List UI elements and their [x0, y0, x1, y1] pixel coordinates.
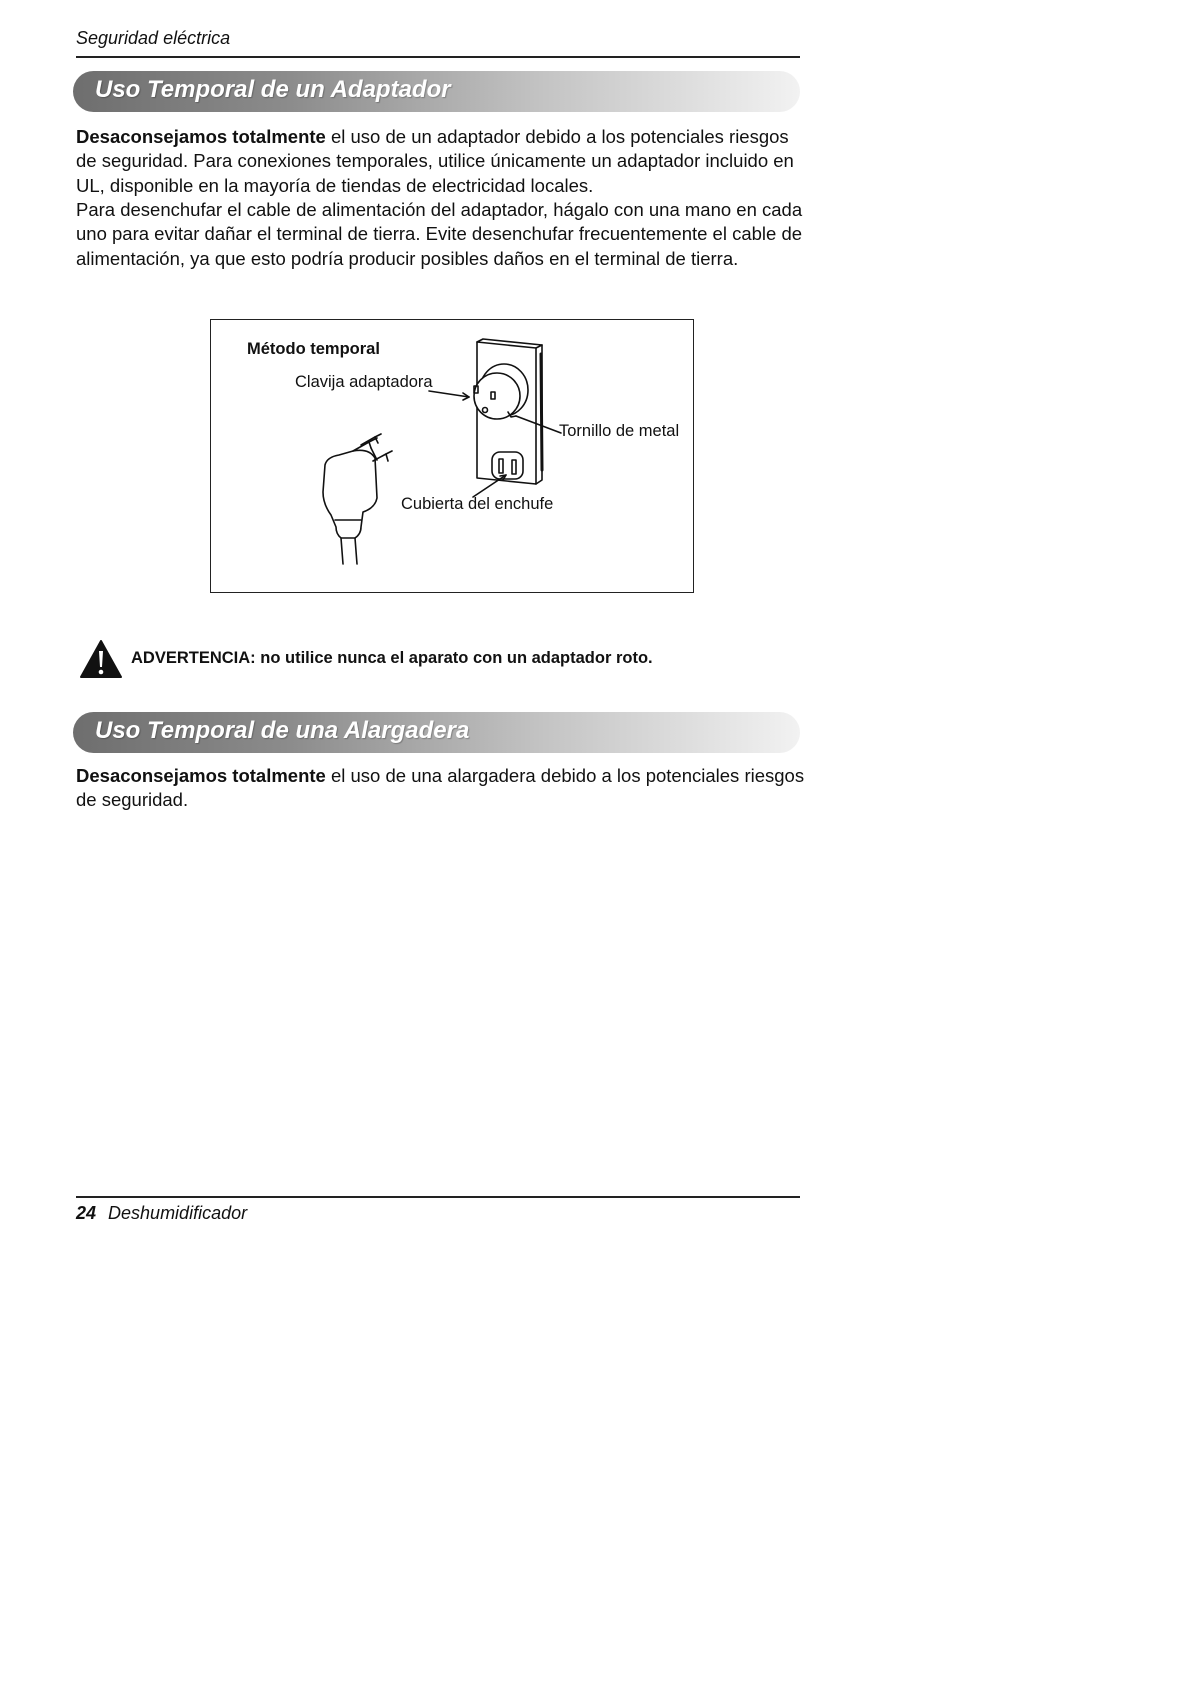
- outlet-cover-icon: [492, 452, 523, 479]
- three-prong-plug-icon: [323, 434, 392, 564]
- label-metal-screw: Tornillo de metal: [559, 422, 680, 440]
- extension-paragraph: [76, 764, 806, 813]
- label-adapter-plug: Clavija adaptadora: [295, 373, 433, 391]
- extension-emphasis: Desaconsejamos totalmente: [76, 765, 326, 786]
- adapter-paragraph-1: [76, 125, 806, 198]
- warning-notice: [79, 639, 799, 679]
- adapter-illustration: [211, 320, 695, 594]
- page-footer: [76, 1196, 800, 1224]
- figure-title: Método temporal: [247, 340, 380, 358]
- extension-paragraph-text: el uso de una alargadera debido a los potenciales riesgos de seguridad.: [76, 765, 805, 811]
- adapter-figure: [210, 319, 694, 593]
- footer-product: Deshumidificador: [108, 1203, 248, 1223]
- adapter-paragraph-2: Para desenchufar el cable de alimentación del adaptador, hágalo con una mano en cada uno para evitar dañar el terminal de tierra. Evite desenchufar frecuentemente el cable de alimentación, ya que esto podría producir posibles daños en el terminal de tierra.: [76, 199, 803, 269]
- warning-text: ADVERTENCIA: no utilice nunca el aparato con un adaptador roto.: [131, 649, 653, 667]
- page-header: [76, 28, 800, 58]
- header-section-title: Seguridad eléctrica: [76, 28, 231, 48]
- label-outlet-cover: Cubierta del enchufe: [401, 495, 554, 513]
- section-title-adapter: [73, 71, 800, 112]
- section-title-adapter-text: Uso Temporal de un Adaptador: [95, 76, 451, 103]
- section-title-extension-text: Uso Temporal de una Alargadera: [95, 717, 470, 744]
- warning-icon: [79, 639, 123, 679]
- adapter-paragraph-1-text: el uso de un adaptador debido a los potenciales riesgos de seguridad. Para conexiones temporales, utilice únicamente un adaptador incluido en UL, disponible en la mayoría de tiendas de electricidad locales.: [76, 126, 794, 196]
- page-number: 24: [76, 1203, 97, 1223]
- section-title-extension: [73, 712, 800, 753]
- adapter-emphasis: Desaconsejamos totalmente: [76, 126, 326, 147]
- leader-adapter: [429, 391, 469, 397]
